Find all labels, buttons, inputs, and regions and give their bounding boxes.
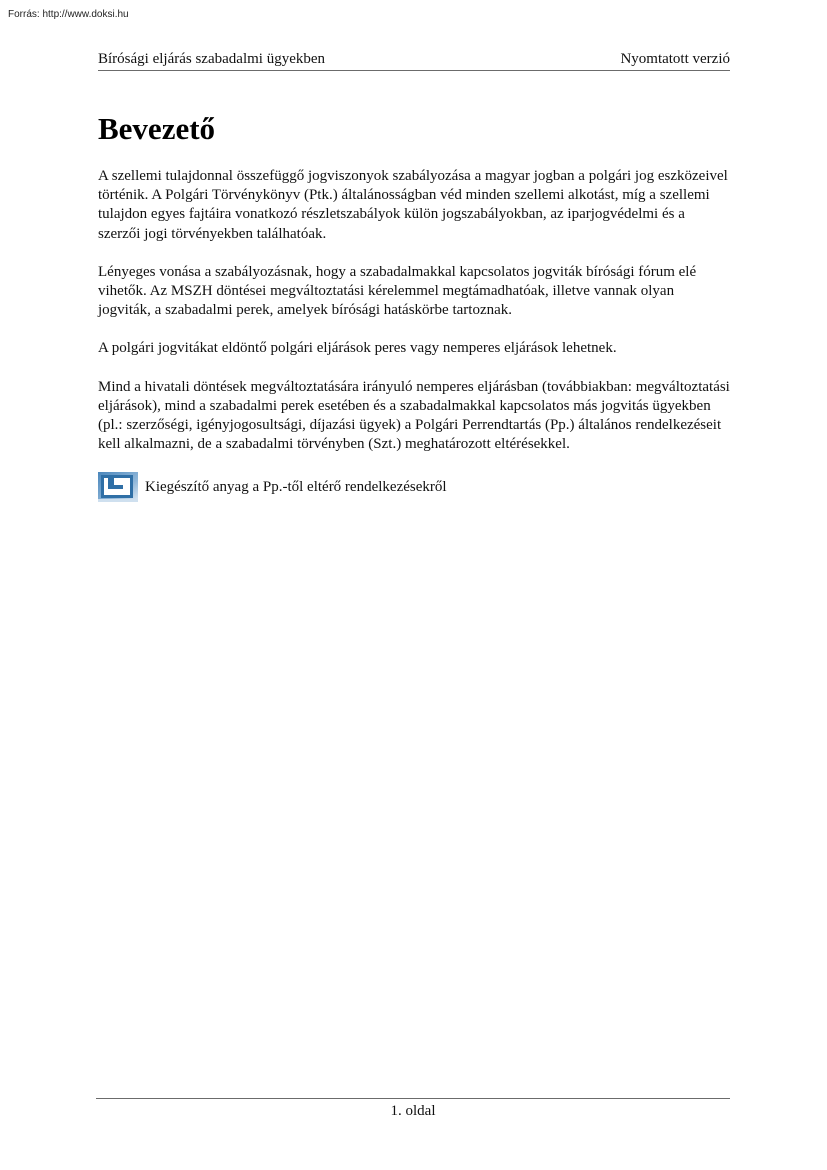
header-title: Bírósági eljárás szabadalmi ügyekben (98, 51, 326, 67)
source-watermark: Forrás: http://www.doksi.hu (8, 9, 129, 20)
paragraph-1: A szellemi tulajdonnal összefüggő jogviszonyok szabályozása a magyar jogban a polgári jog eszközeivel történik. A Polgári Törvénykönyv (Ptk.) általánosságban véd minden szellemi alkotást, míg a szellemi tulajdon egyes fajtáira vonatkozó részletszabályok külön jogszabályokban, az iparjogvédelmi és a szerzői jogi törvényekben találhatóak. (98, 168, 728, 242)
paragraph-4: Mind a hivatali döntések megváltoztatására irányuló nemperes eljárásban (továbbiakban: megváltoztatási eljárások), mind a szabadalmi perek esetében és a szabadalmakkal kapcsolatos más jogvitás ügyekben (pl.: szerzőségi, igényjogosultsági, díjazási ügyek) a Polgári Perrendtartás (Pp.) általános rendelkezéseit kell alkalmazni, de a szabadalmi törvényben (Szt.) meghatározott eltérésekkel. (98, 378, 730, 453)
supplement-link[interactable]: Kiegészítő anyag a Pp.-től eltérő rendelkezésekről (145, 478, 447, 495)
paragraph-2: Lényeges vonása a szabályozásnak, hogy a szabadalmakkal kapcsolatos jogviták bírósági fórum elé vihetők. Az MSZH döntései megváltoztatási kérelemmel megtámadhatóak, illetve vannak olyan jogviták, a szabadalmi perek, amelyek bírósági hatáskörbe tartoznak. (98, 263, 697, 319)
main-content (98, 109, 730, 502)
supplement-document-icon[interactable] (98, 472, 138, 502)
page-number: 1. oldal (390, 1103, 436, 1119)
supplement-link-row[interactable] (98, 472, 730, 502)
page-header (98, 50, 730, 71)
paragraph-3: A polgári jogvitákat eldöntő polgári eljárások peres vagy nemperes eljárások lehetnek. (98, 340, 617, 357)
page-footer (96, 1098, 730, 1120)
header-version: Nyomtatott verzió (620, 51, 730, 67)
page-title: Bevezető (98, 111, 216, 146)
